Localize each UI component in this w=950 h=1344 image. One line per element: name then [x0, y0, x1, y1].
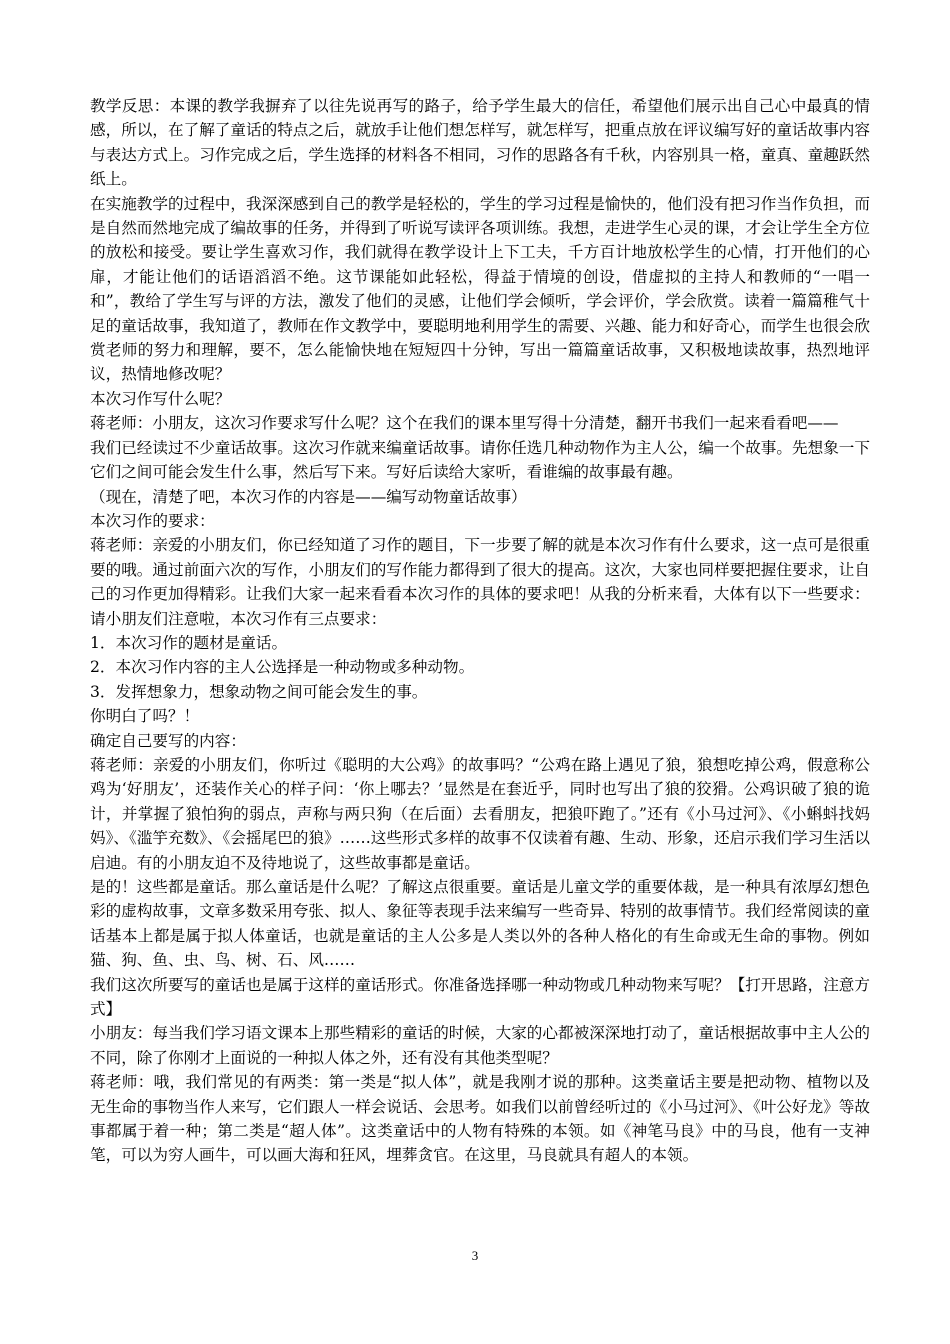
page-number: 3	[471, 1248, 479, 1263]
heading-what-to-write: 本次习作写什么呢？	[90, 389, 231, 408]
paragraph-teacher-requirements: 蒋老师：亲爱的小朋友们，你已经知道了习作的题目，下一步要了解的就是本次习作有什么要求，这一点可是很重要的哦。通过前面六次的写作，小朋友们的写作能力都得到了很大的提高。这次，大家也同样要把握住要求，让自己的习作更加得精彩。让我们大家一起来看看本次习作的具体的要求吧！从我的分析来看，大体有以下一些要求：	[90, 536, 870, 604]
document-body	[90, 94, 870, 1168]
paragraph-textbook-quote: 我们已经读过不少童话故事。这次习作就来编童话故事。请你任选几种动物作为主人公，编一个故事。先想象一下它们之间可能会发生什么事，然后写下来。写好后读给大家听，看谁编的故事最有趣。	[90, 438, 870, 482]
paragraph-attention: 请小朋友们注意啦，本次习作有三点要求：	[90, 609, 387, 628]
paragraph-understand: 你明白了吗？！	[90, 707, 200, 726]
list-item-requirement-3: 3．发挥想象力，想象动物之间可能会发生的事。	[90, 682, 428, 701]
paragraph-student-question: 小朋友：每当我们学习语文课本上那些精彩的童话的时候，大家的心都被深深地打动了，童话根据故事中主人公的不同，除了你刚才上面说的一种拟人体之外，还有没有其他类型呢？	[90, 1024, 870, 1067]
paragraph-content-summary: （现在，清楚了吧，本次习作的内容是——编写动物童话故事）	[90, 487, 527, 506]
paragraph-what-is-fairy-tale: 是的！这些都是童话。那么童话是什么呢？了解这点很重要。童话是儿童文学的重要体裁，是一种具有浓厚幻想色彩的虚构故事，文章多数采用夸张、拟人、象征等表现手法来编写一些奇异、特别的故事情节。我们经常阅读的童话基本上都是属于拟人体童话，也就是童话的主人公多是人类以外的各种人格化的有生命或无生命的事物。例如猫、狗、鱼、虫、鸟、树、石、风……	[90, 878, 870, 970]
paragraph-teacher-intro: 蒋老师：小朋友，这次习作要求写什么呢？这个在我们的课本里写得十分清楚，翻开书我们一起来看看吧——	[90, 414, 839, 433]
list-item-requirement-1: 1．本次习作的题材是童话。	[90, 633, 288, 652]
paragraph-teacher-types: 蒋老师：哦，我们常见的有两类：第一类是“拟人体”，就是我刚才说的那种。这类童话主要是把动物、植物以及无生命的事物当作人来写，它们跟人一样会说话、会思考。如我们以前曾经听过的《小马过河》、《叶公好龙》等故事都属于着一种；第二类是“超人体”。这类童话中的人物有特殊的本领。如《神笔马良》中的马良，他有一支神笔，可以为穷人画牛，可以画大海和狂风，埋葬贪官。在这里，马良就具有超人的本领。	[90, 1073, 870, 1165]
paragraph-rooster-story: 蒋老师：亲爱的小朋友们，你听过《聪明的大公鸡》的故事吗？“公鸡在路上遇见了狼，狼想吃掉公鸡，假意称公鸡为‘好朋友’，还装作关心的样子问：‘你上哪去？’显然是在套近乎，同时也写出了狼的狡猾。公鸡识破了狼的诡计，并掌握了狼怕狗的弱点，声称与两只狗（在后面）去看朋友，把狼吓跑了。”还有《小马过河》、《小蝌蚪找妈妈》、《滥竽充数》、《会摇尾巴的狼》……这些形式多样的故事不仅读着有趣、生动、形象，还启示我们学习生活以启迪。有的小朋友迫不及待地说了，这些故事都是童话。	[90, 755, 870, 872]
paragraph-teaching-process: 在实施教学的过程中，我深深感到自己的教学是轻松的，学生的学习过程是愉快的，他们没有把习作当作负担，而是自然而然地完成了编故事的任务，并得到了听说写读评各项训练。我想，走进学生心灵的课，才会让学生全方位的放松和接受。要让学生喜欢习作，我们就得在教学设计上下工夫，千方百计地放松学生的心情，打开他们的心扉，才能让他们的话语滔滔不绝。这节课能如此轻松，得益于情境的创设，借虚拟的主持人和教师的“一唱一和”，教给了学生写与评的方法，激发了他们的灵感，让他们学会倾听，学会评价，学会欣赏。读着一篇篇稚气十足的童话故事，我知道了，教师在作文教学中，要聪明地利用学生的需要、兴趣、能力和好奇心，而学生也很会欣赏老师的努力和理解，要不，怎么能愉快地在短短四十分钟，写出一篇篇童话故事，又积极地读故事，热烈地评议，热情地修改呢？	[90, 194, 870, 384]
list-item-requirement-2: 2．本次习作内容的主人公选择是一种动物或多种动物。	[90, 658, 475, 677]
paragraph-choose-animal: 我们这次所要写的童话也是属于这样的童话形式。你准备选择哪一种动物或几种动物来写呢？【打开思路，注意方式】	[90, 975, 870, 1019]
heading-requirements: 本次习作的要求：	[90, 511, 215, 530]
heading-decide-content: 确定自己要写的内容：	[90, 731, 246, 750]
paragraph-reflection: 教学反思：本课的教学我摒弃了以往先说再写的路子，给予学生最大的信任，希望他们展示出自己心中最真的情感，所以，在了解了童话的特点之后，就放手让他们想怎样写，就怎样写，把重点放在评议编写好的童话故事内容与表达方式上。习作完成之后，学生选择的材料各不相同，习作的思路各有千秋，内容别具一格，童真、童趣跃然纸上。	[90, 97, 870, 189]
